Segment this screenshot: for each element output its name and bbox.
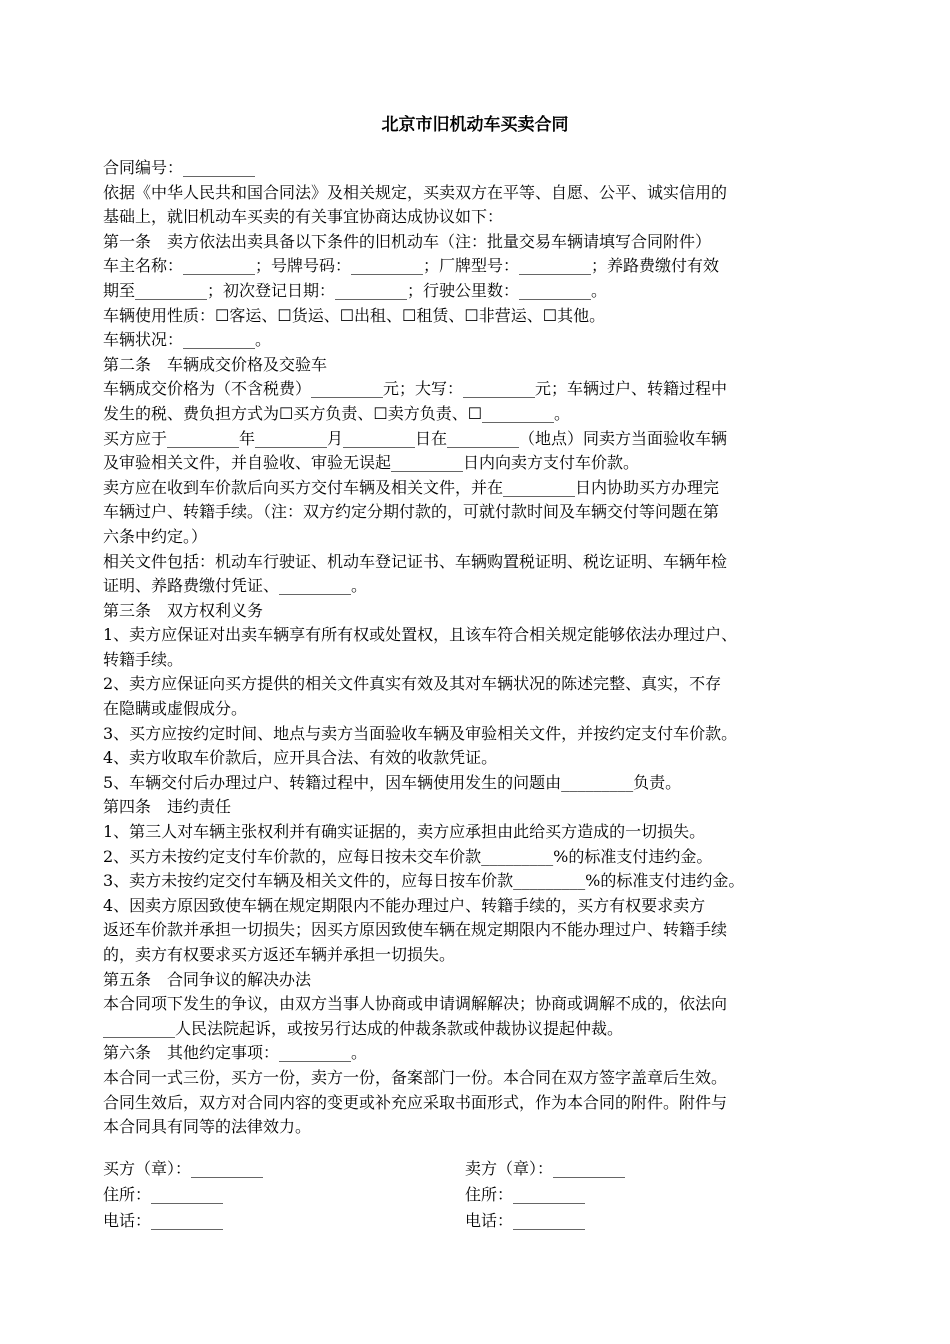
contract-line: 发生的税、费负担方式为☐买方负责、☐卖方负责、☐_________。 [103,403,571,423]
contract-line: 转籍手续。 [103,649,184,669]
contract-line: 在隐瞒或虚假成分。 [103,699,248,719]
contract-line: 证明、养路费缴付凭证、_________。 [103,576,368,596]
contract-line: 买方应于_________年_________月_________日在_________（地点）同卖方当面验收车辆 [103,428,728,448]
contract-line: 车辆状况：_________。 [103,330,272,350]
contract-line: 1、卖方应保证对出卖车辆享有所有权或处置权，且该车符合相关规定能够依法办理过户、 [103,625,738,645]
contract-line: 本合同一式三份，买方一份，卖方一份，备案部门一份。本合同在双方签字盖章后生效。 [103,1067,728,1087]
contract-line: 车辆过户、转籍手续。（注：双方约定分期付款的，可就付款时间及车辆交付等问题在第 [103,502,720,522]
seller-address-line: 住所：_________ [465,1185,586,1204]
buyer-phone-line: 电话：_________ [103,1211,224,1230]
contract-line: 依据《中华人民共和国合同法》及相关规定，买卖双方在平等、自愿、公平、诚实信用的 [103,182,728,202]
contract-line: 基础上，就旧机动车买卖的有关事宜协商达成协议如下： [103,207,504,227]
contract-line: 第三条 双方权利义务 [103,600,264,620]
contract-line: 4、卖方收取车价款后，应开具合法、有效的收款凭证。 [103,748,498,768]
contract-line: 卖方应在收到车价款后向买方交付车辆及相关文件，并在_________日内协助买方办理完 [103,477,720,497]
contract-line: 第二条 车辆成交价格及交验车 [103,354,328,374]
contract-body [103,156,853,1140]
contract-line: 4、因卖方原因致使车辆在规定期限内不能办理过户、转籍手续的，买方有权要求卖方 [103,895,706,915]
contract-line: 3、买方应按约定时间、地点与卖方当面验收车辆及审验相关文件，并按约定支付车价款。 [103,723,738,743]
contract-line: 合同生效后，双方对合同内容的变更或补充应采取书面形式，作为本合同的附件。附件与 [103,1092,728,1112]
contract-line: 3、卖方未按约定交付车辆及相关文件的，应每日按车价款_________%的标准支付违约金。 [103,871,745,891]
contract-line: 本合同具有同等的法律效力。 [103,1117,312,1137]
contract-line: 及审验相关文件，并自验收、审验无误起_________日内向卖方支付车价款。 [103,453,640,473]
contract-line: 车辆成交价格为（不含税费）_________元；大写：_________元；车辆过户、转籍过程中 [103,379,728,399]
contract-line: 第一条 卖方依法出卖具备以下条件的旧机动车（注：批量交易车辆请填写合同附件） [103,231,712,251]
contract-line: 第四条 违约责任 [103,797,232,817]
contract-line: 第五条 合同争议的解决办法 [103,969,312,989]
seller-phone-line: 电话：_________ [465,1211,586,1230]
document-title: 北京市旧机动车买卖合同 [381,115,569,135]
contract-line: 第六条 其他约定事项：_________。 [103,1043,368,1063]
buyer-seal-line: 买方（章）：_________ [103,1159,264,1178]
contract-line: _________人民法院起诉，或按另行达成的仲裁条款或仲裁协议提起仲裁。 [103,1018,624,1038]
seller-seal-line: 卖方（章）：_________ [465,1159,626,1178]
contract-line: 相关文件包括：机动车行驶证、机动车登记证书、车辆购置税证明、税讫证明、车辆年检 [103,551,728,571]
contract-line: 合同编号：_________ [103,158,256,177]
contract-line: 车主名称：_________；号牌号码：_________；厂牌型号：_________；养路费缴付有效 [103,256,720,276]
contract-line: 返还车价款并承担一切损失；因买方原因致使车辆在规定期限内不能办理过户、转籍手续 [103,920,728,940]
contract-line: 车辆使用性质：☐客运、☐货运、☐出租、☐租赁、☐非营运、☐其他。 [103,305,606,325]
buyer-address-line: 住所：_________ [103,1185,224,1204]
contract-line: 期至_________；初次登记日期：_________；行驶公里数：_________。 [103,280,608,300]
contract-line: 的，卖方有权要求买方返还车辆并承担一切损失。 [103,945,456,964]
contract-line: 本合同项下发生的争议，由双方当事人协商或申请调解解决；协商或调解不成的，依法向 [103,994,728,1014]
contract-line: 1、第三人对车辆主张权利并有确实证据的，卖方应承担由此给买方造成的一切损失。 [103,822,706,842]
contract-line: 2、买方未按约定支付车价款的，应每日按未交车价款_________%的标准支付违约金。 [103,846,713,866]
contract-line: 5、车辆交付后办理过户、转籍过程中，因车辆使用发生的问题由_________负责。 [103,772,682,792]
contract-line: 2、卖方应保证向买方提供的相关文件真实有效及其对车辆状况的陈述完整、真实，不存 [103,674,722,694]
contract-line: 六条中约定。） [103,526,208,546]
